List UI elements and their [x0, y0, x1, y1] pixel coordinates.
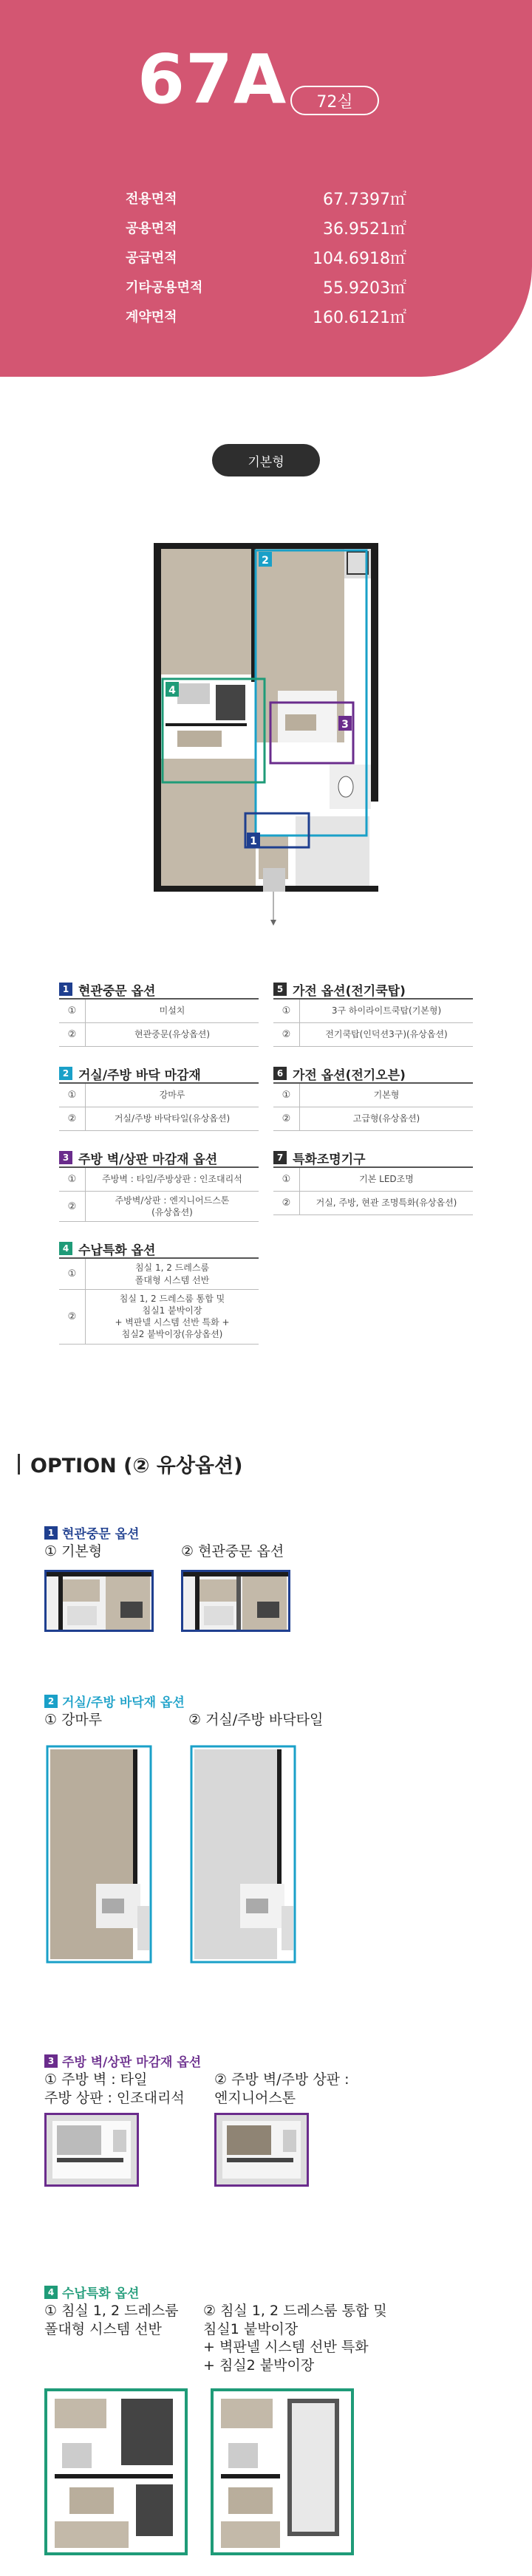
option-text: 주방벽 : 타일/주방상판 : 인조대리석	[102, 1174, 242, 1185]
area-label: 계약면적	[126, 310, 177, 325]
option-sec-1-title	[44, 1523, 139, 1542]
option-text: 전기쿡탑(인덕션3구)(유상옵션)	[325, 1029, 448, 1040]
option-row	[273, 1168, 473, 1192]
option-title-text: 주방 벽/상판 마감재 옵션	[78, 1152, 218, 1167]
area-row	[126, 301, 406, 331]
option-title-text: 가전 옵션(전기쿡탑)	[293, 983, 406, 999]
number-badge: 5	[273, 983, 287, 996]
option-row	[273, 1000, 473, 1023]
section-title-text: 거실/주방 바닥재 옵션	[62, 1695, 185, 1710]
option-text: 주방벽/상판 : 엔지니어드스톤 (유상옵션)	[115, 1195, 230, 1218]
area-label: 기타공용면적	[126, 280, 203, 295]
area-label: 전용면적	[126, 191, 177, 207]
option-group-title	[59, 980, 259, 1000]
section-title-text: 주방 벽/상판 마감재 옵션	[62, 2055, 202, 2070]
number-badge: 3	[44, 2054, 58, 2068]
kitchen-tile-thumbnail	[44, 2113, 139, 2187]
option-group-title	[273, 1149, 473, 1168]
option-index: ②	[273, 1192, 300, 1214]
plan-label-3: 3	[341, 719, 349, 731]
option-row	[59, 1000, 259, 1023]
option-index: ①	[59, 1259, 86, 1288]
option-sec-4-title	[44, 2283, 139, 2301]
option-title-text: 거실/주방 바닥 마감재	[78, 1067, 201, 1083]
plan-label-2: 2	[262, 555, 269, 567]
number-badge: 1	[59, 983, 72, 996]
area-label: 공급면적	[126, 250, 177, 266]
option-text: 고급형(유상옵션)	[352, 1113, 420, 1124]
number-badge: 1	[44, 1526, 58, 1540]
choice-label: ② 주방 벽/주방 상판 : 엔지니어스톤	[214, 2071, 349, 2106]
floor-plan-drawing	[148, 543, 384, 927]
unit-count-badge: 72실	[290, 86, 379, 115]
option-group-6	[273, 1065, 473, 1131]
area-value: 104.6918㎡	[313, 249, 406, 268]
option-sec-2-title	[44, 1692, 185, 1710]
heading-bar	[18, 1454, 20, 1475]
option-row	[59, 1168, 259, 1192]
option-row	[59, 1107, 259, 1131]
options-right-column	[273, 980, 473, 1233]
number-badge: 6	[273, 1067, 287, 1080]
option-index: ①	[59, 1168, 86, 1191]
option-text: 미설치	[159, 1005, 185, 1017]
option-text: 기본 LED조명	[359, 1174, 414, 1185]
option-text: 거실, 주방, 현관 조명특화(유상옵션)	[316, 1198, 457, 1209]
option-text: 3구 하이라이트쿡탑(기본형)	[331, 1005, 442, 1017]
option-text: 기본형	[373, 1090, 400, 1101]
option-text: 거실/주방 바닥타일(유상옵션)	[114, 1113, 231, 1124]
entry-basic-thumbnail	[44, 1570, 154, 1632]
option-group-7	[273, 1149, 473, 1215]
area-value: 160.6121㎡	[313, 308, 406, 327]
number-badge: 4	[59, 1242, 72, 1255]
option-index: ①	[273, 1168, 300, 1191]
option-group-title	[59, 1149, 259, 1168]
floor-tile-thumbnail	[188, 1743, 299, 1965]
section-title-text: 수납특화 옵션	[62, 2286, 140, 2301]
basic-type-tab[interactable]: 기본형	[212, 444, 320, 476]
area-row	[126, 272, 406, 301]
number-badge: 7	[273, 1151, 287, 1164]
entry-door-thumbnail	[181, 1570, 290, 1632]
option-index: ②	[59, 1023, 86, 1046]
kitchen-stone-thumbnail	[214, 2113, 309, 2187]
option-group-3	[59, 1149, 259, 1222]
plan-label-1: 1	[250, 836, 257, 847]
option-index: ①	[59, 1000, 86, 1022]
option-group-1	[59, 980, 259, 1047]
area-value: 36.9521㎡	[323, 219, 406, 239]
number-badge: 2	[59, 1067, 72, 1080]
option-text: 현관중문(유상옵션)	[134, 1029, 211, 1040]
option-heading-text: OPTION (② 유상옵션)	[30, 1455, 243, 1477]
plan-label-4: 4	[168, 685, 176, 697]
option-group-2	[59, 1065, 259, 1131]
option-group-title	[59, 1240, 259, 1259]
option-index: ②	[273, 1023, 300, 1046]
option-index: ①	[273, 1000, 300, 1022]
option-index: ②	[59, 1290, 86, 1344]
option-row	[273, 1023, 473, 1047]
unit-type-title: 67A	[137, 40, 287, 119]
option-text: 침실 1, 2 드레스룸 폴대형 시스템 선반	[134, 1263, 210, 1285]
choice-label: ② 거실/주방 바닥타일	[188, 1712, 324, 1728]
storage-integrated-thumbnail	[211, 2388, 354, 2555]
number-badge: 2	[44, 1695, 58, 1708]
option-row	[59, 1084, 259, 1107]
area-row	[126, 183, 406, 213]
area-row	[126, 242, 406, 272]
option-title-text: 수납특화 옵션	[78, 1243, 156, 1258]
option-row	[59, 1290, 259, 1345]
option-index: ①	[59, 1084, 86, 1107]
choice-label: ① 주방 벽 : 타일 주방 상판 : 인조대리석	[44, 2071, 185, 2106]
storage-basic-thumbnail	[44, 2388, 188, 2555]
option-index: ②	[59, 1107, 86, 1130]
area-value: 67.7397㎡	[323, 190, 406, 209]
options-left-column	[59, 980, 259, 1362]
option-text: 침실 1, 2 드레스룸 통합 및 침실1 붙박이장 + 벽판넬 시스템 선반 특화 + 침실2 붙박이장(유상옵션)	[115, 1293, 230, 1340]
option-group-title	[59, 1065, 259, 1084]
choice-label: ② 현관중문 옵션	[181, 1543, 284, 1559]
choice-label: ① 기본형	[44, 1543, 103, 1559]
unit-header	[0, 0, 532, 377]
number-badge: 3	[59, 1151, 72, 1164]
option-index: ①	[273, 1084, 300, 1107]
area-value: 55.9203㎡	[323, 279, 406, 298]
option-row	[273, 1084, 473, 1107]
option-row	[59, 1023, 259, 1047]
option-index: ②	[273, 1107, 300, 1130]
option-group-5	[273, 980, 473, 1047]
area-label: 공용면적	[126, 221, 177, 236]
floor-maru-thumbnail	[44, 1743, 155, 1965]
area-row	[126, 213, 406, 242]
option-index: ②	[59, 1192, 86, 1221]
option-row	[273, 1107, 473, 1131]
option-group-title	[273, 1065, 473, 1084]
choice-label: ② 침실 1, 2 드레스룸 통합 및 침실1 붙박이장 + 벽판넬 시스템 선반 특화 + 침실2 붙박이장	[203, 2303, 387, 2374]
option-row	[59, 1259, 259, 1289]
option-title-text: 현관중문 옵션	[78, 983, 156, 999]
choice-label: ① 강마루	[44, 1712, 103, 1728]
option-row	[273, 1192, 473, 1215]
option-section-heading	[18, 1449, 242, 1478]
area-table	[126, 183, 406, 331]
option-row	[59, 1192, 259, 1222]
option-title-text: 특화조명기구	[293, 1152, 366, 1167]
option-group-title	[273, 980, 473, 1000]
floor-plan	[148, 543, 384, 927]
option-text: 강마루	[159, 1090, 185, 1101]
option-title-text: 가전 옵션(전기오븐)	[293, 1067, 406, 1083]
section-title-text: 현관중문 옵션	[62, 1527, 140, 1542]
option-group-4	[59, 1240, 259, 1344]
choice-label: ① 침실 1, 2 드레스룸 폴대형 시스템 선반	[44, 2303, 179, 2337]
option-sec-3-title	[44, 2051, 201, 2070]
number-badge: 4	[44, 2286, 58, 2299]
